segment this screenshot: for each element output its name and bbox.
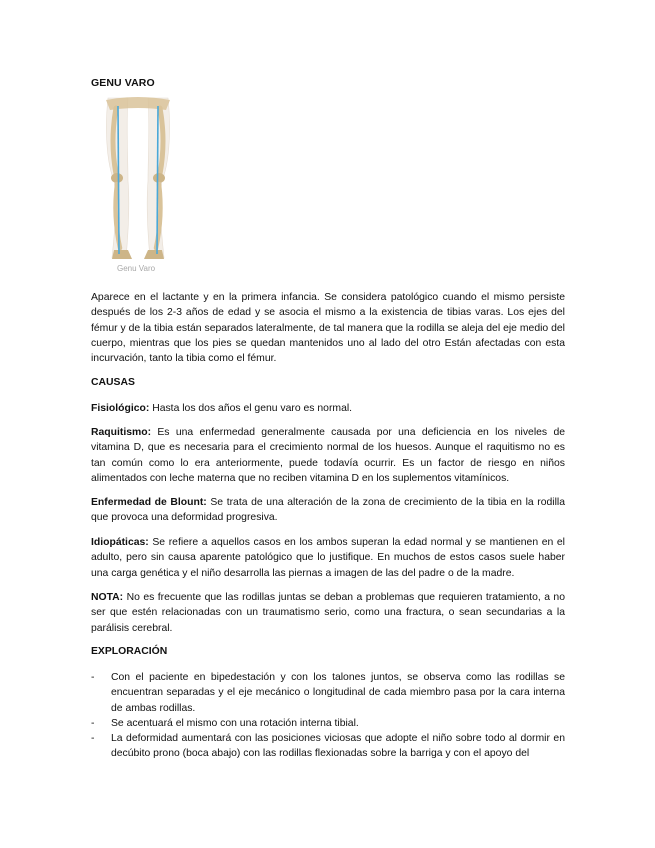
legs-skeleton-illustration <box>98 96 178 266</box>
cause-blount <box>91 495 565 526</box>
list-bullet: - <box>91 717 95 729</box>
list-item-text: Con el paciente en bipedestación y con los talones juntos, se observa como las rodillas se encuentran separadas y el eje mecánico o longitudinal de cada miembro pasa por la cara interna de ambas rodillas. <box>111 672 565 714</box>
nota-label: NOTA: <box>91 592 124 603</box>
exploracion-heading: EXPLORACIÓN <box>91 646 168 657</box>
list-bullet: - <box>91 733 95 745</box>
nota-text: No es frecuente que las rodillas juntas se deban a problemas que requieren tratamiento, a no ser que estén relacionadas con un traumatismo serio, como una fractura, o sean secundarias a la parálisis cerebral. <box>91 592 565 634</box>
cause-label: Idiopáticas: <box>91 537 149 548</box>
figure-caption: Genu Varo <box>117 264 156 273</box>
genu-varo-figure <box>98 96 178 276</box>
intro-paragraph: Aparece en el lactante y en la primera infancia. Se considera patológico cuando el mismo persiste después de los 2-3 años de edad y se asocia el mismo a la existencia de tibias varas. Los ejes del fémur y de la tibia están separados lateralmente, de tal manera que la rodilla se aleja del eje medio del cuerpo, mientras que los pies se quedan mantenidos uno al lado del otro Están afectadas con esta incurvación, tanto la tibia como el fémur. <box>91 292 565 365</box>
cause-text: Hasta los dos años el genu varo es normal. <box>149 403 353 414</box>
nota-paragraph <box>91 590 565 636</box>
cause-text: Es una enfermedad generalmente causada por una deficiencia en los niveles de vitamina D, que es necesaria para el crecimiento normal de los huesos. Aunque el raquitismo no es tan común como lo era anteriormente, puede todavía ocurrir. Es un factor de riesgo en niños alimentados con leche materna que no reciben vitamina D en los suplementos vitamínicos. <box>91 427 565 484</box>
list-item <box>91 716 565 731</box>
cause-text: Se trata de una alteración de la zona de crecimiento de la tibia en la rodilla que provoca una deformidad progresiva. <box>91 497 565 524</box>
cause-label: Fisiológico: <box>91 403 150 414</box>
list-item <box>91 670 565 716</box>
list-item-text: La deformidad aumentará con las posiciones viciosas que adopte el niño sobre todo al dormir en decúbito prono (boca abajo) con las rodillas flexionadas sobre la barriga y con el apoyo del <box>111 733 565 760</box>
cause-label: Raquitismo: <box>91 427 152 438</box>
cause-text: Se refiere a aquellos casos en los ambos superan la edad normal y se mantienen en el adulto, pero sin causa aparente patológico que lo justifique. En muchos de estos casos suele haber una carga genética y el niño desarrolla las piernas a imagen de las del padre o de la madre. <box>91 537 565 579</box>
list-item <box>91 731 565 762</box>
cause-idiopaticas <box>91 535 565 581</box>
cause-raquitismo <box>91 425 565 486</box>
exploracion-list <box>91 670 565 762</box>
list-bullet: - <box>91 672 95 683</box>
list-item-text: Se acentuará el mismo con una rotación interna tibial. <box>111 717 359 729</box>
cause-fisiologico <box>91 401 565 416</box>
cause-label: Enfermedad de Blount: <box>91 497 207 508</box>
document-title: GENU VARO <box>91 77 155 89</box>
causas-heading: CAUSAS <box>91 377 135 388</box>
